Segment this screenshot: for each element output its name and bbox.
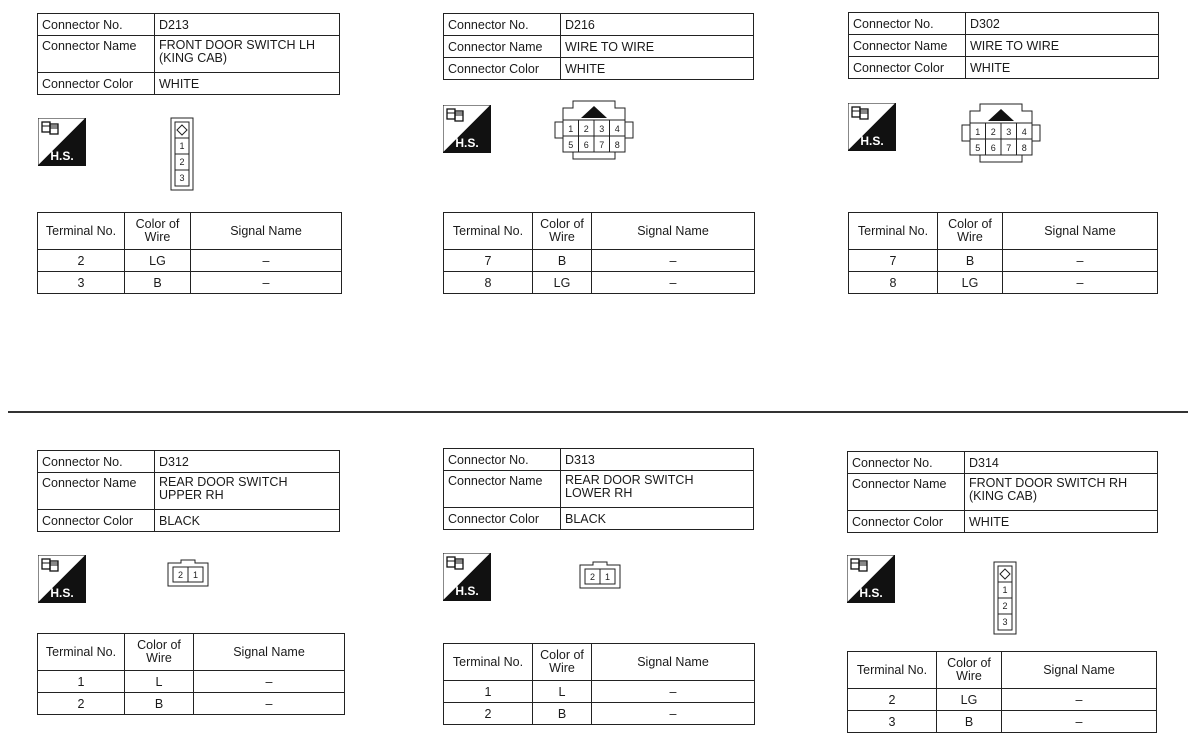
- connector-name-line1: REAR DOOR SWITCH: [565, 473, 694, 487]
- connector-panel-d213: [37, 13, 340, 95]
- pin-label: 5: [568, 140, 574, 150]
- signal-name: –: [194, 671, 345, 693]
- terminal-panel-d216: [443, 212, 755, 294]
- connector-no-value: D213: [155, 14, 340, 36]
- hs-label: H.S.: [859, 586, 883, 600]
- pin-label: 1: [568, 124, 574, 134]
- connector-diagram-2pin: [167, 559, 209, 592]
- pin-label: 2: [990, 127, 996, 137]
- wire-color-header: [125, 634, 194, 671]
- terminal-no: 1: [38, 671, 125, 693]
- pin-label: 3: [599, 124, 605, 134]
- terminal-no: 3: [848, 711, 937, 733]
- hs-label: H.S.: [860, 134, 884, 148]
- signal-name: –: [194, 693, 345, 715]
- wire-color-header: [125, 213, 191, 250]
- connector-name-line2: LOWER RH: [565, 486, 633, 500]
- connector-color-value: WHITE: [155, 73, 340, 95]
- table-row: [38, 250, 342, 272]
- terminal-no: 1: [444, 681, 533, 703]
- pin-label: 3: [179, 173, 185, 183]
- terminal-no-header: Terminal No.: [849, 213, 938, 250]
- hs-label: H.S.: [455, 584, 479, 598]
- pin-label: 8: [614, 140, 620, 150]
- terminal-no-header: Terminal No.: [444, 644, 533, 681]
- pin-label: 2: [1002, 601, 1008, 611]
- pin-label: 3: [1002, 617, 1008, 627]
- signal-name: –: [191, 272, 342, 294]
- connector-name-label: Connector Name: [444, 36, 561, 58]
- table-row: [849, 272, 1158, 294]
- connector-name-line2: UPPER RH: [159, 488, 224, 502]
- connector-info-table: [37, 450, 340, 532]
- connector-name-value: [155, 36, 340, 73]
- connector-info-table: [443, 13, 754, 80]
- terminal-no: 3: [38, 272, 125, 294]
- table-row: [444, 703, 755, 725]
- signal-name: –: [592, 703, 755, 725]
- wire-color: L: [533, 681, 592, 703]
- signal-name: –: [1002, 711, 1157, 733]
- connector-name-label: Connector Name: [444, 471, 561, 508]
- signal-name: –: [1002, 689, 1157, 711]
- table-row: [848, 689, 1157, 711]
- connector-color-label: Connector Color: [38, 510, 155, 532]
- connector-no-value: D313: [561, 449, 754, 471]
- pin-label: 1: [179, 141, 185, 151]
- wire-color-header-l1: Color of: [540, 648, 584, 662]
- wire-color-header-l1: Color of: [540, 217, 584, 231]
- wire-color-header: [937, 652, 1002, 689]
- section-divider: [8, 411, 1188, 413]
- connector-no-label: Connector No.: [849, 13, 966, 35]
- wire-color: B: [533, 250, 592, 272]
- terminal-table: [37, 212, 342, 294]
- pin-label: 4: [614, 124, 620, 134]
- pin-label: 6: [583, 140, 589, 150]
- wire-color-header: [533, 213, 592, 250]
- connector-color-value: WHITE: [965, 511, 1158, 533]
- connector-color-value: BLACK: [561, 508, 754, 530]
- connector-diagram-vertical: [993, 561, 1017, 640]
- connector-name-label: Connector Name: [849, 35, 966, 57]
- connector-name-line2: (KING CAB): [159, 51, 228, 65]
- wire-color: B: [938, 250, 1003, 272]
- connector-no-label: Connector No.: [38, 14, 155, 36]
- pin-label: 1: [975, 127, 981, 137]
- terminal-no-header: Terminal No.: [38, 213, 125, 250]
- pin-label: 6: [990, 143, 996, 153]
- connector-name-label: Connector Name: [848, 474, 965, 511]
- table-row: [38, 272, 342, 294]
- pin-label: 2: [179, 157, 185, 167]
- hs-label: H.S.: [50, 149, 74, 163]
- wire-color-header-l2: Wire: [144, 230, 171, 244]
- table-row: [849, 250, 1158, 272]
- signal-name: –: [1003, 272, 1158, 294]
- connector-color-value: BLACK: [155, 510, 340, 532]
- wire-color: LG: [937, 689, 1002, 711]
- connector-info-table: [848, 12, 1159, 79]
- connector-color-label: Connector Color: [444, 508, 561, 530]
- terminal-panel-d213: [37, 212, 342, 294]
- terminal-table: [443, 212, 755, 294]
- terminal-no: 2: [38, 250, 125, 272]
- terminal-panel-d313: [443, 643, 755, 725]
- terminal-no-header: Terminal No.: [38, 634, 125, 671]
- connector-panel-d312: [37, 450, 340, 532]
- terminal-table: [848, 212, 1158, 294]
- wire-color: B: [125, 693, 194, 715]
- connector-panel-d313: [443, 448, 754, 530]
- connector-no-label: Connector No.: [848, 452, 965, 474]
- wire-color: LG: [125, 250, 191, 272]
- wire-color: B: [937, 711, 1002, 733]
- connector-panel-d216: [443, 13, 754, 80]
- pin-label: 7: [1006, 143, 1012, 153]
- connector-name-value: [561, 471, 754, 508]
- hs-harness-side-icon: [443, 105, 491, 153]
- pin-label: 8: [1021, 143, 1027, 153]
- pin-label: 2: [589, 572, 596, 582]
- table-row: [444, 250, 755, 272]
- terminal-panel-d302: [848, 212, 1158, 294]
- hs-harness-side-icon: [38, 555, 86, 603]
- hs-label: H.S.: [50, 586, 74, 600]
- hs-harness-side-icon: [38, 118, 86, 166]
- terminal-table: [37, 633, 345, 715]
- connector-name-label: Connector Name: [38, 36, 155, 73]
- hs-harness-side-icon: [848, 103, 896, 151]
- pin-label: 2: [177, 570, 184, 580]
- connector-color-value: WHITE: [966, 57, 1159, 79]
- connector-color-value: WHITE: [561, 58, 754, 80]
- connector-panel-d302: [848, 12, 1159, 79]
- wire-color: B: [533, 703, 592, 725]
- hs-harness-side-icon: [443, 553, 491, 601]
- connector-name-value: WIRE TO WIRE: [561, 36, 754, 58]
- signal-name-header: Signal Name: [592, 213, 755, 250]
- connector-no-label: Connector No.: [38, 451, 155, 473]
- wire-color-header: [533, 644, 592, 681]
- connector-name-line2: (KING CAB): [969, 489, 1038, 503]
- wire-color-header-l1: Color of: [137, 638, 181, 652]
- connector-info-table: [847, 451, 1158, 533]
- wire-color: B: [125, 272, 191, 294]
- terminal-no: 2: [444, 703, 533, 725]
- pin-label: 1: [192, 570, 199, 580]
- terminal-no-header: Terminal No.: [444, 213, 533, 250]
- connector-name-value: [155, 473, 340, 510]
- connector-name-line1: REAR DOOR SWITCH: [159, 475, 288, 489]
- connector-diagram-8pin: [960, 103, 1042, 168]
- connector-color-label: Connector Color: [848, 511, 965, 533]
- connector-name-line1: FRONT DOOR SWITCH LH: [159, 38, 316, 52]
- wire-color: LG: [533, 272, 592, 294]
- terminal-table: [847, 651, 1157, 733]
- wire-color-header-l2: Wire: [956, 669, 982, 683]
- pin-label: 5: [975, 143, 981, 153]
- signal-name-header: Signal Name: [1003, 213, 1158, 250]
- terminal-no: 2: [848, 689, 937, 711]
- signal-name-header: Signal Name: [1002, 652, 1157, 689]
- table-row: [444, 681, 755, 703]
- wire-color-header-l1: Color of: [948, 217, 992, 231]
- wire-color: L: [125, 671, 194, 693]
- connector-no-label: Connector No.: [444, 449, 561, 471]
- terminal-no: 8: [849, 272, 938, 294]
- connector-diagram-8pin: [553, 100, 635, 165]
- signal-name: –: [592, 681, 755, 703]
- wire-color-header: [938, 213, 1003, 250]
- terminal-panel-d312: [37, 633, 345, 715]
- wire-color: LG: [938, 272, 1003, 294]
- wire-color-header-l1: Color of: [947, 656, 991, 670]
- connector-name-label: Connector Name: [38, 473, 155, 510]
- hs-label: H.S.: [455, 136, 479, 150]
- connector-color-label: Connector Color: [444, 58, 561, 80]
- connector-color-label: Connector Color: [38, 73, 155, 95]
- terminal-no-header: Terminal No.: [848, 652, 937, 689]
- pin-label: 7: [599, 140, 605, 150]
- terminal-no: 2: [38, 693, 125, 715]
- terminal-no: 7: [444, 250, 533, 272]
- terminal-panel-d314: [847, 651, 1157, 733]
- connector-name-value: [965, 474, 1158, 511]
- wire-color-header-l2: Wire: [549, 230, 575, 244]
- signal-name-header: Signal Name: [592, 644, 755, 681]
- connector-diagram-vertical: [170, 117, 194, 196]
- pin-label: 1: [604, 572, 611, 582]
- wire-color-header-l2: Wire: [957, 230, 983, 244]
- pin-label: 2: [583, 124, 589, 134]
- terminal-no: 7: [849, 250, 938, 272]
- connector-no-value: D312: [155, 451, 340, 473]
- connector-diagram-2pin: [579, 561, 621, 594]
- terminal-table: [443, 643, 755, 725]
- table-row: [38, 671, 345, 693]
- connector-color-label: Connector Color: [849, 57, 966, 79]
- table-row: [444, 272, 755, 294]
- connector-info-table: [37, 13, 340, 95]
- wire-color-header-l2: Wire: [549, 661, 575, 675]
- wire-color-header-l2: Wire: [146, 651, 172, 665]
- signal-name: –: [592, 272, 755, 294]
- terminal-no: 8: [444, 272, 533, 294]
- connector-no-label: Connector No.: [444, 14, 561, 36]
- connector-info-table: [443, 448, 754, 530]
- signal-name: –: [191, 250, 342, 272]
- table-row: [848, 711, 1157, 733]
- hs-harness-side-icon: [847, 555, 895, 603]
- pin-label: 4: [1021, 127, 1027, 137]
- connector-no-value: D302: [966, 13, 1159, 35]
- connector-no-value: D314: [965, 452, 1158, 474]
- pin-label: 3: [1006, 127, 1012, 137]
- connector-name-value: WIRE TO WIRE: [966, 35, 1159, 57]
- signal-name-header: Signal Name: [191, 213, 342, 250]
- connector-panel-d314: [847, 451, 1158, 533]
- table-row: [38, 693, 345, 715]
- pin-label: 1: [1002, 585, 1008, 595]
- signal-name: –: [592, 250, 755, 272]
- signal-name-header: Signal Name: [194, 634, 345, 671]
- connector-name-line1: FRONT DOOR SWITCH RH: [969, 476, 1128, 490]
- connector-no-value: D216: [561, 14, 754, 36]
- wire-color-header-l1: Color of: [135, 217, 180, 231]
- signal-name: –: [1003, 250, 1158, 272]
